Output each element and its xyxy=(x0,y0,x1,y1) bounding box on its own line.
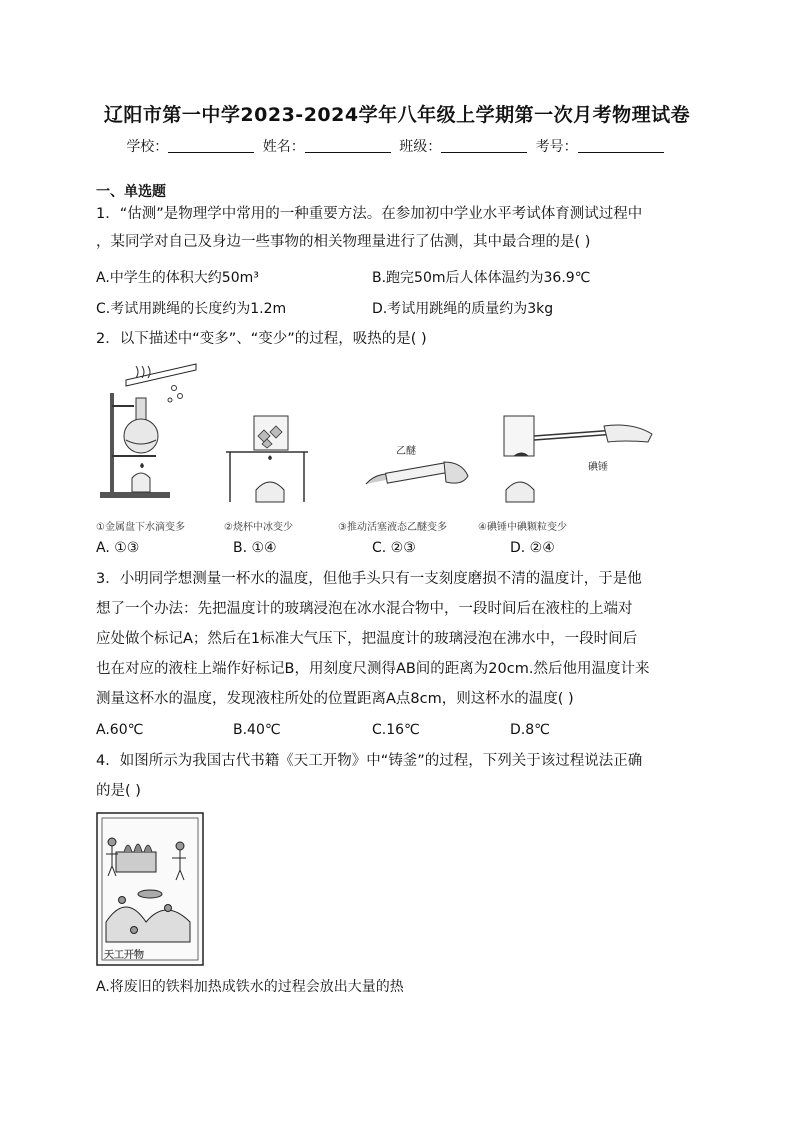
q3-line3: 应处做个标记A；然后在1标准大气压下，把温度计的玻璃浸泡在沸水中，一段时间后 xyxy=(96,631,638,647)
name-blank[interactable] xyxy=(305,138,391,153)
class-blank[interactable] xyxy=(441,138,527,153)
q3-line5: 测量这杯水的温度，发现液柱所处的位置距离A点8cm，则这杯水的温度( ) xyxy=(96,691,574,707)
q1-option-a: A.中学生的体积大约50m³ xyxy=(96,270,259,286)
q4-option-a: A.将废旧的铁料加热成铁水的过程会放出大量的热 xyxy=(96,979,404,995)
q4-line1: 4．如图所示为我国古代书籍《天工开物》中“铸釜”的过程，下列关于该过程说法正确 xyxy=(96,753,643,769)
figure-syringe-ether xyxy=(356,440,474,500)
figure-beaker-ice xyxy=(226,412,308,508)
q2-option-b: B. ①④ xyxy=(233,540,277,556)
q2-stem: 2．以下描述中“变多”、“变少”的过程，吸热的是( ) xyxy=(96,331,427,347)
figure-metal-plate-flask xyxy=(96,358,206,508)
tiangong-caption: 天工开物 xyxy=(104,950,144,961)
q2-option-d: D. ②④ xyxy=(510,540,555,556)
q3-line4: 也在对应的液柱上端作好标记B，用刻度尺测得AB间的距离为20cm.然后他用温度计来 xyxy=(96,661,650,677)
number-label: 考号： xyxy=(535,139,578,155)
q1-line2: ，某同学对自己及身边一些事物的相关物理量进行了估测，其中最合理的是( ) xyxy=(96,234,591,250)
q1-option-d: D.考试用跳绳的质量约为3kg xyxy=(372,301,554,317)
caption-3: ③推动活塞液态乙醚变多 xyxy=(338,522,447,533)
figure-iodine-tube xyxy=(496,412,656,508)
school-blank[interactable] xyxy=(168,138,254,153)
number-blank[interactable] xyxy=(578,138,664,153)
q4-line2: 的是( ) xyxy=(96,783,141,799)
figure-tiangong-kaiwu xyxy=(96,812,204,966)
q1-option-c: C.考试用跳绳的长度约为1.2m xyxy=(96,301,287,317)
iodine-label: 碘锤 xyxy=(588,462,608,473)
q3-line1: 3．小明同学想测量一杯水的温度，但他手头只有一支刻度磨损不清的温度计，于是他 xyxy=(96,571,642,587)
caption-1: ①金属盘下水滴变多 xyxy=(96,522,185,533)
q3-option-d: D.8℃ xyxy=(510,722,550,738)
school-label: 学校： xyxy=(126,139,169,155)
caption-2: ②烧杯中冰变少 xyxy=(224,522,293,533)
caption-4: ④碘锤中碘颗粒变少 xyxy=(478,522,567,533)
student-info-line xyxy=(0,136,794,156)
q2-option-a: A. ①③ xyxy=(96,540,140,556)
q3-option-b: B.40℃ xyxy=(233,722,281,738)
section-heading: 一、单选题 xyxy=(96,184,166,200)
q1-option-b: B.跑完50m后人体体温约为36.9℃ xyxy=(372,270,591,286)
ether-label: 乙醚 xyxy=(396,446,416,457)
name-label: 姓名： xyxy=(262,139,305,155)
q2-option-c: C. ②③ xyxy=(372,540,416,556)
page-title: 辽阳市第一中学2023-2024学年八年级上学期第一次月考物理试卷 xyxy=(103,104,691,126)
q3-option-c: C.16℃ xyxy=(372,722,420,738)
class-label: 班级： xyxy=(399,139,442,155)
q3-option-a: A.60℃ xyxy=(96,722,144,738)
q1-line1: 1．“估测”是物理学中常用的一种重要方法。在参加初中学业水平考试体育测试过程中 xyxy=(96,206,643,222)
q3-line2: 想了一个办法：先把温度计的玻璃浸泡在冰水混合物中，一段时间后在液柱的上端对 xyxy=(96,601,633,617)
